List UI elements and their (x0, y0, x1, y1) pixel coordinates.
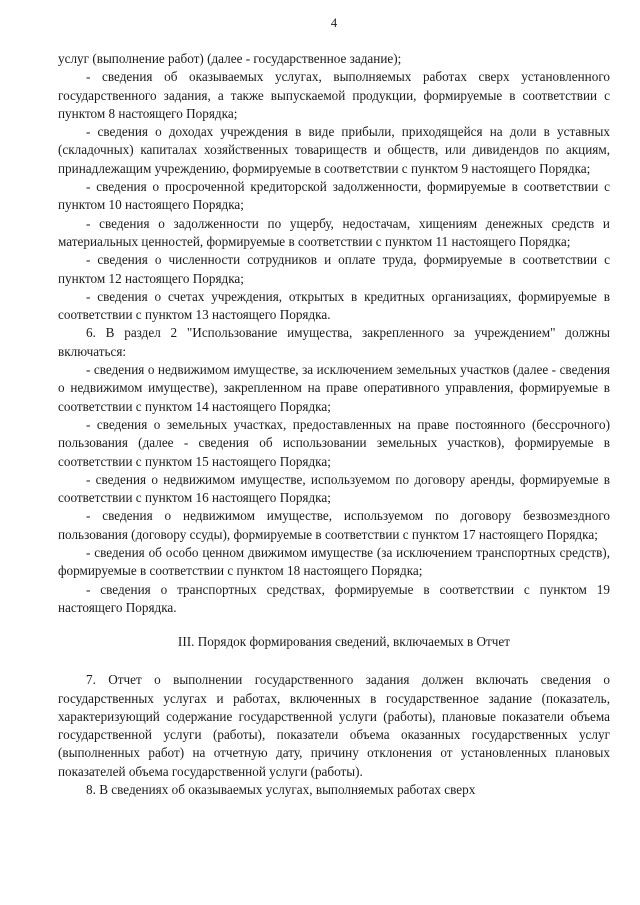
paragraph: услуг (выполнение работ) (далее - государственное задание); (58, 51, 402, 66)
paragraph: - сведения о численности сотрудников и оплате труда, формируемые в соответствии с пунктом 12 настоящего Порядка; (58, 252, 610, 286)
paragraph: - сведения о недвижимом имуществе, используемом по договору аренды, формируемые в соответствии с пунктом 16 настоящего Порядка; (58, 471, 610, 506)
paragraph: 8. В сведениях об оказываемых услугах, выполняемых работах сверх (86, 781, 476, 797)
page-number: 4 (330, 16, 338, 30)
paragraph: - сведения об оказываемых услугах, выполняемых работах сверх установленного государственного задания, а также выпускаемой продукции, формируемые в соответствии с пунктом 8 настоящего Порядка; (58, 69, 610, 121)
paragraph: - сведения о доходах учреждения в виде прибыли, приходящейся на доли в уставных (складочных) капиталах хозяйственных товариществ и обществ, или дивидендов по акциям, принадлежащим учреждению, формируемые в соответствии с пунктом 9 настоящего Порядка; (58, 124, 610, 176)
body-paragraphs-bottom (58, 671, 610, 799)
paragraph: - сведения о земельных участках, предоставленных на праве постоянного (бессрочного) пользования (далее - сведения об использовании земельных участков), формируемые в соответствии с пунктом 15 настоящего Порядка; (58, 416, 610, 469)
paragraph: - сведения о просроченной кредиторской задолженности, формируемые в соответствии с пунктом 10 настоящего Порядка; (58, 179, 610, 213)
paragraph: - сведения о транспортных средствах, формируемые в соответствии с пунктом 19 настоящего Порядка. (58, 581, 610, 615)
paragraph: - сведения об особо ценном движимом имуществе (за исключением транспортных средств), формируемые в соответствии с пунктом 18 настоящего Порядка; (58, 545, 610, 579)
paragraph: 7. Отчет о выполнении государственного задания должен включать сведения о государственных услугах и работах, включенных в государственное задание (показатель, характеризующий содержание государственной услуги (работы), плановые показатели объема государственной услуги (работы), показатели объема оказанных государственных услуг (выполненных работ) на отчетную дату, причину отклонения от установленных плановых показателей объема государственной услуги (работы). (58, 672, 610, 779)
paragraph: 6. В раздел 2 "Использование имущества, закрепленного за учреждением" должны включаться: (58, 325, 610, 359)
paragraph: - сведения о недвижимом имуществе, используемом по договору безвозмездного пользования (договору ссуды), формируемые в соответствии с пунктом 17 настоящего Порядка; (58, 508, 610, 542)
paragraph: - сведения о счетах учреждения, открытых в кредитных организациях, формируемые в соответствии с пунктом 13 настоящего Порядка. (58, 288, 610, 323)
body-paragraphs-top (58, 50, 610, 617)
paragraph: - сведения о задолженности по ущербу, недостачам, хищениям денежных средств и материальных ценностей, формируемые в соответствии с пунктом 11 настоящего Порядка; (58, 215, 610, 249)
paragraph: - сведения о недвижимом имуществе, за исключением земельных участков (далее - сведения о недвижимом имуществе), закрепленном на праве оперативного управления, формируемые в соответствии с пунктом 14 настоящего Порядка; (58, 362, 610, 414)
section-heading: III. Порядок формирования сведений, включаемых в Отчет (177, 634, 511, 650)
